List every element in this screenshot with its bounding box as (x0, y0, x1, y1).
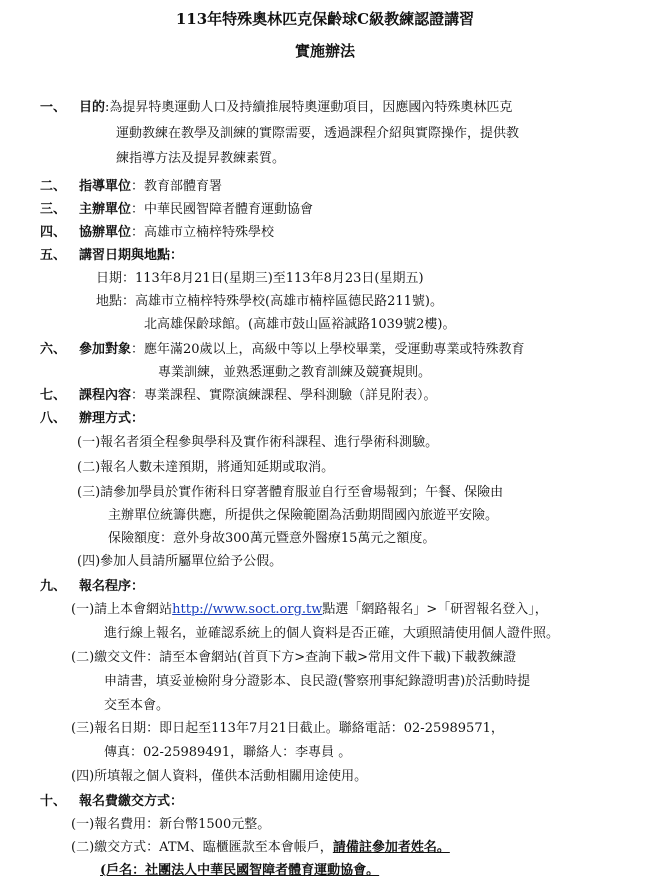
section-9-item-1-cont: 進行線上報名，並確認系統上的個人資料是否正確，大頭照請使用個人證件照。 (104, 626, 560, 641)
section-2-text: ：教育部體育署 (131, 179, 223, 194)
section-8-heading: 辦理方式： (79, 411, 145, 426)
section-3-number: 三、 (40, 202, 67, 217)
section-1-line-1 (79, 101, 512, 114)
section-9-item-1-suffix: 點選「網路報名」>「研習報名登入」， (322, 602, 548, 617)
section-2-number: 二、 (40, 179, 67, 194)
section-5-heading: 講習日期與地點： (79, 248, 184, 263)
section-2-heading: 指導單位 (79, 179, 132, 194)
section-9-heading: 報名程序： (79, 579, 145, 594)
document-title: 113年特殊奧林匹克保齡球C級教練認證講習 (175, 10, 475, 28)
section-10-account-name: (戶名：社團法人中華民國智障者體育運動協會。 (100, 863, 380, 878)
section-5-date: 日期：113年8月21日(星期三)至113年8月23日(星期五) (96, 271, 424, 286)
section-1-number: 一、 (40, 100, 67, 115)
section-8-number: 八、 (40, 411, 67, 426)
section-1-line-2: 運動教練在教學及訓練的實際需要，透過課程介紹與實際操作，提供教 (116, 126, 520, 141)
section-9-item-3-cont: 傳真：02-25989491，聯絡人：李專員 。 (104, 745, 352, 760)
section-10-heading: 報名費繳交方式： (79, 794, 184, 809)
document-subtitle: 實施辦法 (294, 42, 355, 60)
section-5-place-1: 地點：高雄市立楠梓特殊學校(高雄市楠梓區德民路211號)。 (96, 294, 443, 309)
section-5-place-2: 北高雄保齡球館。(高雄市鼓山區裕誠路1039號2樓)。 (144, 317, 456, 332)
section-9-item-1 (71, 603, 548, 616)
section-1-line-3: 練指導方法及提昇教練素質。 (116, 151, 286, 166)
section-8-item-1: (一)報名者須全程參與學科及實作術科課程、進行學術科測驗。 (77, 435, 439, 450)
section-7-heading: 課程內容 (79, 388, 132, 403)
section-10-item-2 (71, 841, 450, 854)
section-4-heading: 協辦單位 (79, 225, 132, 240)
section-10-item-2-text: (二)繳交方式：ATM、臨櫃匯款至本會帳戶， (71, 840, 333, 855)
section-8-item-2: (二)報名人數未達預期，將通知延期或取消。 (77, 460, 335, 475)
section-10-number: 十、 (40, 794, 67, 809)
section-9-item-2-cont: 申請書，填妥並檢附身分證影本、良民證(警察刑事紀錄證明書)於活動時提 (104, 674, 531, 689)
section-7-number: 七、 (40, 388, 67, 403)
section-8-item-3: (三)請參加學員於實作術科日穿著體育服並自行至會場報到；午餐、保險由 (77, 485, 504, 500)
section-9-item-1-prefix: (一)請上本會網站 (71, 602, 173, 617)
website-link[interactable]: http://www.soct.org.tw (172, 602, 323, 617)
section-9-item-2-end: 交至本會。 (104, 698, 170, 713)
section-10-item-2-note: 請備註參加者姓名。 (332, 840, 450, 855)
section-9-item-3: (三)報名日期：即日起至113年7月21日截止。聯絡電話：02-25989571， (71, 721, 504, 736)
section-6-line-2: 專業訓練，並熟悉運動之教育訓練及競賽規則。 (158, 365, 432, 380)
section-3-heading: 主辦單位 (79, 202, 132, 217)
section-9-number: 九、 (40, 579, 67, 594)
section-1-text-1: :為提昇特奧運動人口及持續推展特奧運動項目，因應國內特殊奧林匹克 (105, 100, 513, 115)
section-6-text-1: ：應年滿20歲以上，高級中等以上學校畢業，受運動專業或特殊教育 (131, 342, 525, 357)
section-9-item-4: (四)所填報之個人資料，僅供本活動相關用途使用。 (71, 769, 368, 784)
section-3-line (79, 203, 313, 216)
section-3-text: ：中華民國智障者體育運動協會 (131, 202, 314, 217)
section-4-text: ：高雄市立楠梓特殊學校 (131, 225, 275, 240)
section-6-number: 六、 (40, 342, 67, 357)
section-8-item-3-cont: 主辦單位統籌供應，所提供之保險範圍為活動期間國內旅遊平安險。 (108, 508, 499, 523)
section-4-line (79, 226, 274, 239)
section-10-item-1: (一)報名費用：新台幣1500元整。 (71, 817, 271, 832)
section-6-heading: 參加對象 (79, 342, 132, 357)
section-7-text: ：專業課程、實際演練課程、學科測驗（詳見附表）。 (131, 388, 437, 403)
section-5-number: 五、 (40, 248, 67, 263)
section-9-item-2: (二)繳交文件：請至本會網站(首頁下方>查詢下載>常用文件下載)下載教練證 (71, 650, 517, 665)
section-8-insurance: 保險額度：意外身故300萬元暨意外醫療15萬元之額度。 (108, 531, 436, 546)
section-6-line-1 (79, 343, 525, 356)
section-1-heading: 目的 (79, 100, 106, 115)
section-8-item-4: (四)參加人員請所屬單位給予公假。 (77, 554, 283, 569)
section-2-line (79, 180, 222, 193)
section-4-number: 四、 (40, 225, 67, 240)
section-7-line (79, 389, 437, 402)
